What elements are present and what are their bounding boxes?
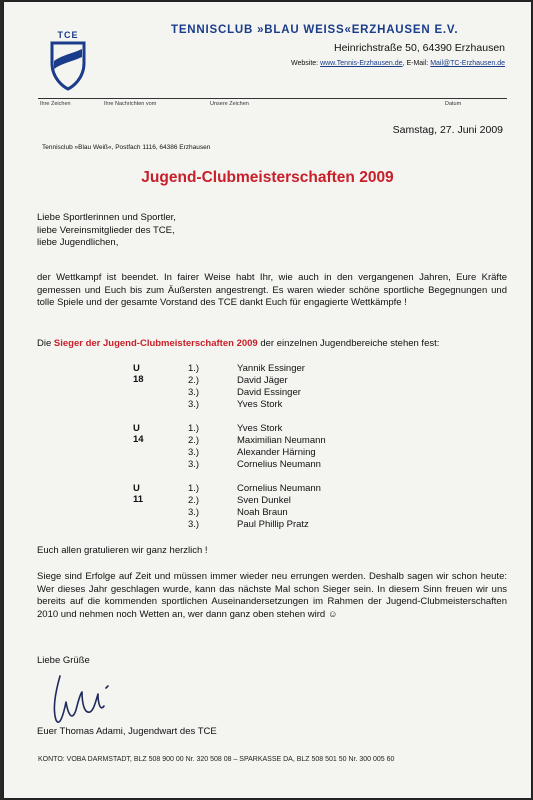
ref-ihre-nachrichten: Ihre Nachrichten vom: [104, 101, 157, 107]
result-name: Yannik Essinger: [237, 363, 305, 374]
result-name: Paul Phillip Pratz: [237, 519, 309, 530]
result-rank: 2.): [188, 375, 200, 386]
racket-logo-icon: [48, 41, 88, 91]
result-rank: 3.): [188, 399, 200, 410]
result-name: Yves Stork: [237, 399, 283, 410]
bank-details: KONTO: VOBA DARMSTADT, BLZ 508 900 00 Nr. 320 508 08 – SPARKASSE DA, BLZ 508 501 50 Nr. 300 005 60: [38, 756, 395, 763]
result-name: Alexander Härning: [237, 447, 316, 458]
result-name: Maximilian Neumann: [237, 435, 326, 446]
salutation: [37, 212, 176, 250]
congrats-line: Euch allen gratulieren wir ganz herzlich !: [37, 545, 208, 556]
closing-greeting: Liebe Grüße: [37, 655, 90, 666]
letter-page: [4, 2, 531, 798]
letter-title: Jugend-Clubmeisterschaften 2009: [141, 169, 394, 186]
salutation-line: liebe Vereinsmitglieder des TCE,: [37, 224, 175, 236]
ref-unsere-zeichen: Unsere Zeichen: [210, 101, 249, 107]
club-logo: [48, 30, 88, 92]
result-rank: 1.): [188, 483, 200, 494]
contact-line: [291, 60, 505, 67]
result-name: Cornelius Neumann: [237, 459, 321, 470]
salutation-line: Liebe Sportlerinnen und Sportler,: [37, 212, 176, 223]
result-name: David Jäger: [237, 375, 288, 386]
intro-paragraph: der Wettkampf ist beendet. In fairer Weise habt Ihr, wie auch in den vergangenen Jahren, Eure Kräfte gemessen und Euch bis zum Äußersten angestrengt. Es waren wieder schöne sportliche Begegnungen und tolle Spiele und der gesamte Vorstand des TCE dankt Euch für engagierte Wettkämpfe !: [37, 272, 507, 308]
result-rank: 2.): [188, 435, 200, 446]
winners-intro-after: der einzelnen Jugendbereiche stehen fest:: [257, 338, 440, 349]
salutation-line: liebe Jugendlichen,: [37, 237, 119, 248]
result-name: Cornelius Neumann: [237, 483, 321, 494]
club-name: TENNISCLUB »BLAU WEISS«ERZHAUSEN E.V.: [171, 24, 459, 36]
category-label: U 11: [133, 483, 144, 505]
ref-ihre-zeichen: Ihre Zeichen: [40, 101, 71, 107]
author-line: Euer Thomas Adami, Jugendwart des TCE: [37, 726, 217, 737]
website-link[interactable]: www.Tennis-Erzhausen.de: [320, 60, 403, 67]
email-link[interactable]: Mail@TC-Erzhausen.de: [430, 60, 505, 67]
ref-datum: Datum: [445, 101, 462, 107]
result-name: Sven Dunkel: [237, 495, 291, 506]
signature-icon: [46, 672, 126, 728]
email-label: , E-Mail:: [402, 60, 429, 67]
winners-intro-highlight: Sieger der Jugend-Clubmeisterschaften 2009: [53, 338, 258, 349]
club-address: Heinrichstraße 50, 64390 Erzhausen: [333, 42, 505, 54]
result-rank: 3.): [188, 507, 200, 518]
result-rank: 3.): [188, 387, 200, 398]
website-label: Website:: [291, 60, 319, 67]
result-name: David Essinger: [237, 387, 301, 398]
closing-paragraph: Siege sind Erfolge auf Zeit und müssen immer wieder neu errungen werden. Deshalb sagen wir schon heute: Wer dieses Jahr geschlagen wurde, kann das nächste Mal schon Sieger sein. In diesem Sinn freuen wir uns bereits auf die kommenden sportlichen Auseinandersetzungen im Rahmen der Jugend-Clubmeisterschaften 2010 und nehmen noch Wetten an, wer dann ganz oben stehen wird ☺: [37, 571, 507, 620]
category-label: U 18: [133, 363, 144, 385]
result-rank: 1.): [188, 423, 200, 434]
letter-date: Samstag, 27. Juni 2009: [392, 124, 503, 136]
logo-text: TCE: [57, 30, 79, 40]
result-rank: 1.): [188, 363, 200, 374]
result-rank: 3.): [188, 459, 200, 470]
winners-intro: [37, 338, 439, 349]
result-rank: 2.): [188, 495, 200, 506]
winners-intro-before: Die: [37, 338, 54, 349]
sender-line: Tennisclub »Blau Weiß«, Postfach 1116, 64386 Erzhausen: [42, 144, 211, 151]
result-name: Yves Stork: [237, 423, 283, 434]
result-name: Noah Braun: [237, 507, 288, 518]
result-rank: 3.): [188, 519, 200, 530]
category-label: U 14: [133, 423, 144, 445]
reference-divider: [38, 98, 507, 99]
result-rank: 3.): [188, 447, 200, 458]
